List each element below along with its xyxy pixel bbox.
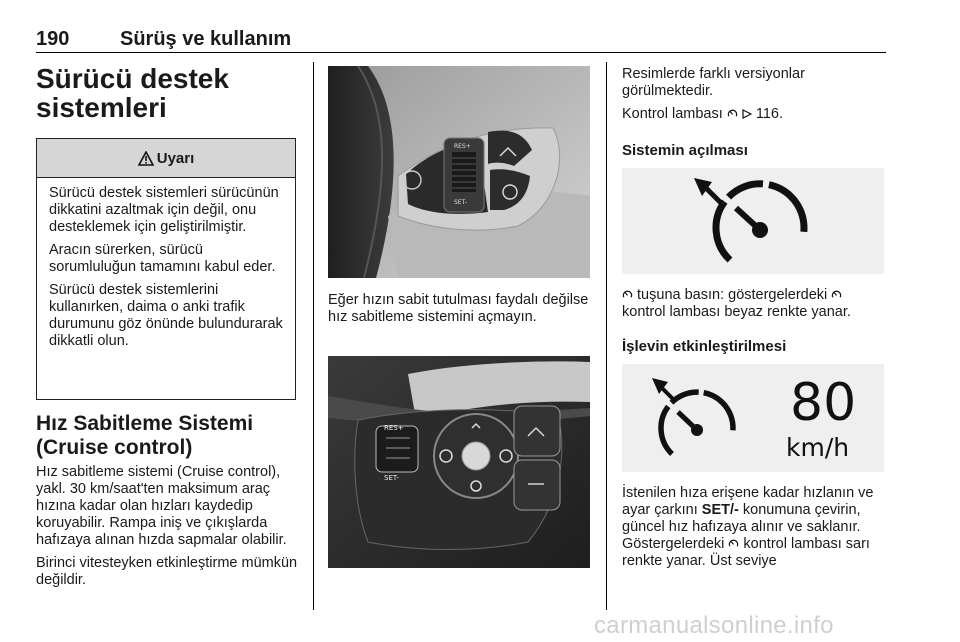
warning-text-2: Aracın sürerken, sürücü sorumluluğun tamamını kabul eder. (49, 242, 276, 275)
activation-text-3: kontrol lambası sarı renkte yanar. Üst seviye (622, 536, 870, 569)
control-lamp-label: Kontrol lambası (622, 106, 723, 122)
system-on-text-1: tuşuna basın: göstergelerdeki (637, 287, 828, 303)
chapter-title: Sürüş ve kullanım (120, 28, 292, 50)
steering-wheel-illustration (328, 66, 590, 278)
versions-note: Resimlerde farklı versiyonlar görülmektedir. (622, 66, 805, 99)
page-number: 190 (36, 28, 70, 50)
warning-label: Uyarı (156, 149, 195, 167)
activation-text-2: konumuna çevirin, güncel hız hafızaya alınır ve saklanır. Göstergelerdeki (622, 502, 861, 552)
cruise-control-icon (727, 108, 738, 119)
cruise-control-icon (831, 289, 842, 300)
first-gear-note: Birinci vitesteyken etkinleştirme mümkün değildir. (36, 555, 298, 588)
warning-text-1: Sürücü destek sistemleri sürücünün dikkatini azaltmak için değil, onu desteklemek için geliştirilmiştir. (49, 185, 279, 235)
header-rule (36, 52, 886, 53)
cruise-control-icon (622, 289, 633, 300)
control-lamp-page: 116. (755, 106, 783, 122)
cruise-indicator-illustration (622, 168, 884, 274)
svg-text:SET-: SET- (384, 474, 400, 482)
page-ref-arrow-icon (742, 109, 752, 119)
cruise-control-icon (728, 538, 739, 549)
svg-text:RES+: RES+ (384, 424, 404, 432)
set-label: SET- (454, 199, 467, 206)
cruise-description: Hız sabitleme sistemi (Cruise control), yakl. 30 km/saat'ten maksimum araç hızına kadar olan hızları kaydedip koruyabilir. Rampa iniş ve çıkışlarda hafızaya alınan hızda sapmalar olabilir. (36, 464, 287, 548)
column-divider-left (313, 62, 314, 610)
speedometer-icon (716, 184, 804, 260)
subsection-title: Hız Sabitleme Sistemi (Cruise control) (36, 412, 254, 459)
warning-header (37, 139, 295, 178)
speed-unit: km/h (786, 433, 850, 462)
watermark: carmanualsonline.info (594, 612, 834, 639)
warning-box (36, 138, 296, 400)
section-title: Sürücü destek sistemleri (36, 63, 229, 123)
column-divider-right (606, 62, 607, 610)
heading-system-on: Sistemin açılması (622, 142, 748, 159)
activation-indicator-illustration (622, 364, 884, 472)
set-speed-value: 80 (790, 373, 857, 433)
set-control-label: SET/- (701, 502, 739, 518)
cruise-usage-note: Eğer hızın sabit tutulması faydalı değilse hız sabitleme sistemini açmayın. (328, 292, 589, 325)
warning-icon (138, 151, 154, 166)
activation-text-1: İstenilen hıza erişene kadar hızlanın ve ayar çarkını (622, 485, 874, 518)
system-on-text-2: kontrol lambası beyaz renkte yanar. (622, 304, 851, 320)
warning-text-3: Sürücü destek sistemlerini kullanırken, daima o anki trafik durumunu göz önünde bulundurarak dikkatli olun. (49, 282, 283, 349)
control-lamp-ref (622, 106, 884, 123)
heading-activation: İşlevin etkinleştirilmesi (622, 338, 787, 355)
speedometer-icon (661, 392, 733, 454)
res-label: RES+ (454, 143, 471, 150)
steering-switch-illustration (328, 356, 590, 568)
